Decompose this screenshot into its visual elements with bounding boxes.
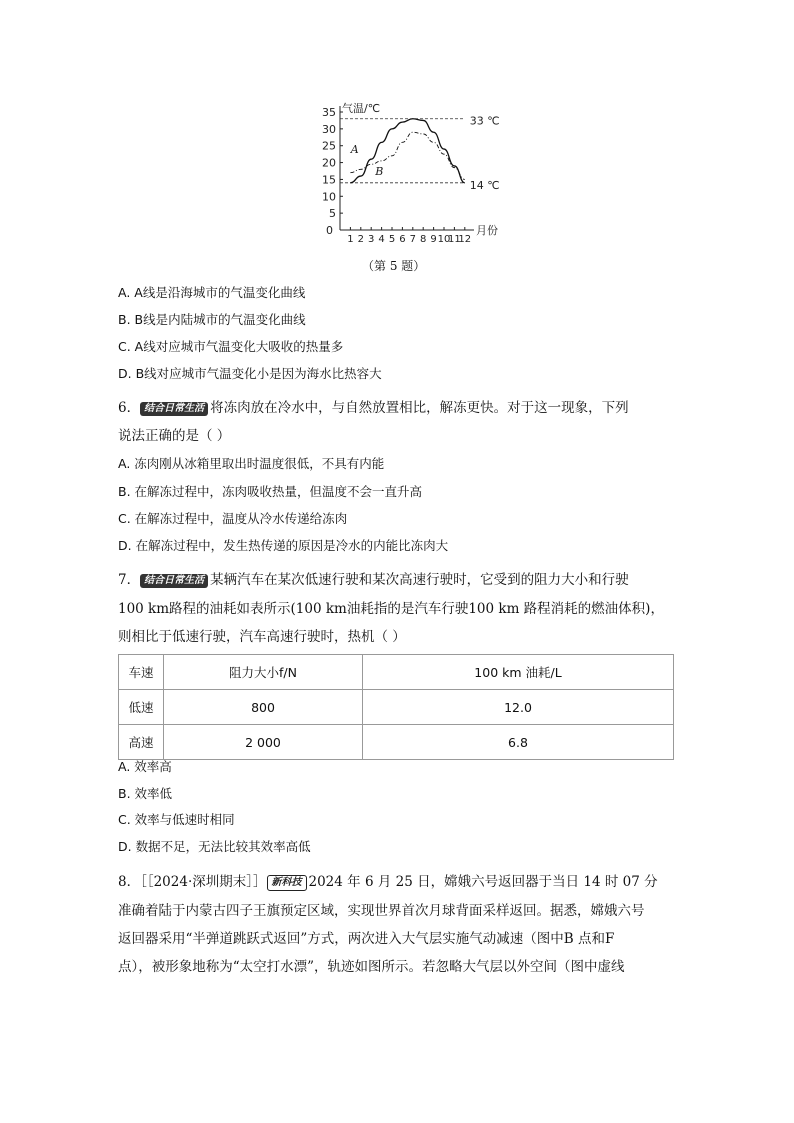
table-cell: 6.8 [363,725,674,760]
q7-option-d: D. 数据不足，无法比较其效率高低 [118,839,311,854]
table-header-row [119,655,674,690]
table-cell: 800 [164,690,363,725]
y-tick-label: 5 [329,207,336,221]
y-tick-label: 10 [322,190,336,204]
series-line-b [350,132,464,179]
q8-stem-line3: 返回器采用“半弹道跳跃式返回”方式，两次进入大气层实施气动减速（图中B 点和F [118,931,615,947]
table-cell: 高速 [119,725,164,760]
x-tick-label: 6 [399,234,406,245]
temperature-chart [300,98,510,246]
q5-option-b: B. B线是内陆城市的气温变化曲线 [118,312,306,327]
x-tick-label: 3 [368,234,375,245]
table-row [119,725,674,760]
q5-option-a: A. A线是沿海城市的气温变化曲线 [118,285,306,300]
x-tick-label: 2 [357,234,364,245]
daily-life-badge: 结合日常生活 [140,574,208,588]
table-cell: 低速 [119,690,164,725]
reference-line-label: 14 ℃ [469,178,500,192]
q7-option-a: A. 效率高 [118,759,172,774]
q8-text: 2024 年 6 月 25 日，嫦娥六号返回器于当日 14 时 07 分 [308,874,658,890]
table-header: 阻力大小f/N [164,655,363,690]
q5-option-d: D. B线对应城市气温变化小是因为海水比热容大 [118,366,382,381]
table-header: 车速 [119,655,164,690]
q6-stem-line1 [118,399,629,417]
x-tick-label: 9 [430,234,437,245]
x-tick-label: 4 [378,234,385,245]
q7-text: 某辆汽车在某次低速行驶和某次高速行驶时，它受到的阻力大小和行驶 [210,572,629,588]
q7-option-b: B. 效率低 [118,786,173,801]
x-tick-label: 1 [347,234,354,245]
q6-option-a: A. 冻肉刚从冰箱里取出时温度很低，不具有内能 [118,456,385,471]
x-tick-label: 10 [437,234,451,245]
q7-stem-line2: 100 km路程的油耗如表所示(100 km油耗指的是汽车行驶100 km 路程消耗的燃油体积)， [118,601,664,617]
q7-number: 7． [118,572,141,588]
daily-life-badge: 结合日常生活 [140,402,208,416]
x-tick-label: 11 [448,234,461,245]
y-tick-label: 15 [322,173,336,187]
x-tick-label: 5 [388,234,396,245]
series-label-b: B [375,164,384,178]
q8-stem-line1 [118,873,658,891]
q6-text: 将冻肉放在冷水中，与自然放置相比，解冻更快。对于这一现象，下列 [210,400,629,416]
q6-number: 6． [118,400,141,416]
q7-stem-line1 [118,571,629,589]
table-row [119,690,674,725]
q5-option-c: C. A线对应城市气温变化大吸收的热量多 [118,339,344,354]
q8-source: ［［2024·深圳期末］］ [140,874,267,890]
series-label-a: A [350,143,359,157]
table-cell: 2 000 [164,725,363,760]
x-tick-label: 8 [420,234,427,245]
origin-label: 0 [326,224,333,237]
q6-stem-line2: 说法正确的是（ ） [118,428,231,444]
q8-number: 8． [118,874,141,890]
series-line-a [350,119,464,183]
y-tick-label: 35 [322,106,336,119]
reference-line-label: 33 ℃ [469,114,500,128]
q6-option-c: C. 在解冻过程中，温度从冷水传递给冻肉 [118,511,348,526]
q8-stem-line4: 点），被形象地称为“太空打水漂”，轨迹如图所示。若忽略大气层以外空间（图中虚线 [118,959,625,975]
q7-stem-line3: 则相比于低速行驶，汽车高速行驶时，热机（ ） [118,629,406,645]
x-tick-label: 7 [409,234,416,245]
y-tick-label: 30 [322,122,336,136]
figure-caption: （第 5 题） [362,259,426,273]
q6-option-b: B. 在解冻过程中，冻肉吸收热量，但温度不会一直升高 [118,484,423,499]
y-axis-label: 气温/℃ [342,102,381,115]
q6-option-d: D. 在解冻过程中，发生热传递的原因是冷水的内能比冻肉大 [118,538,449,553]
table-header: 100 km 油耗/L [363,655,674,690]
q7-option-c: C. 效率与低速时相同 [118,812,235,827]
q8-stem-line2: 准确着陆于内蒙古四子王旗预定区域，实现世界首次月球背面采样返回。据悉，嫦娥六号 [118,903,645,919]
y-tick-label: 25 [322,139,336,153]
new-tech-badge: 新科技 [267,875,307,891]
resistance-fuel-table [118,654,674,760]
x-tick-label: 12 [458,234,472,245]
x-axis-label: 月份 [476,224,498,237]
y-tick-label: 20 [322,156,336,170]
table-cell: 12.0 [363,690,674,725]
